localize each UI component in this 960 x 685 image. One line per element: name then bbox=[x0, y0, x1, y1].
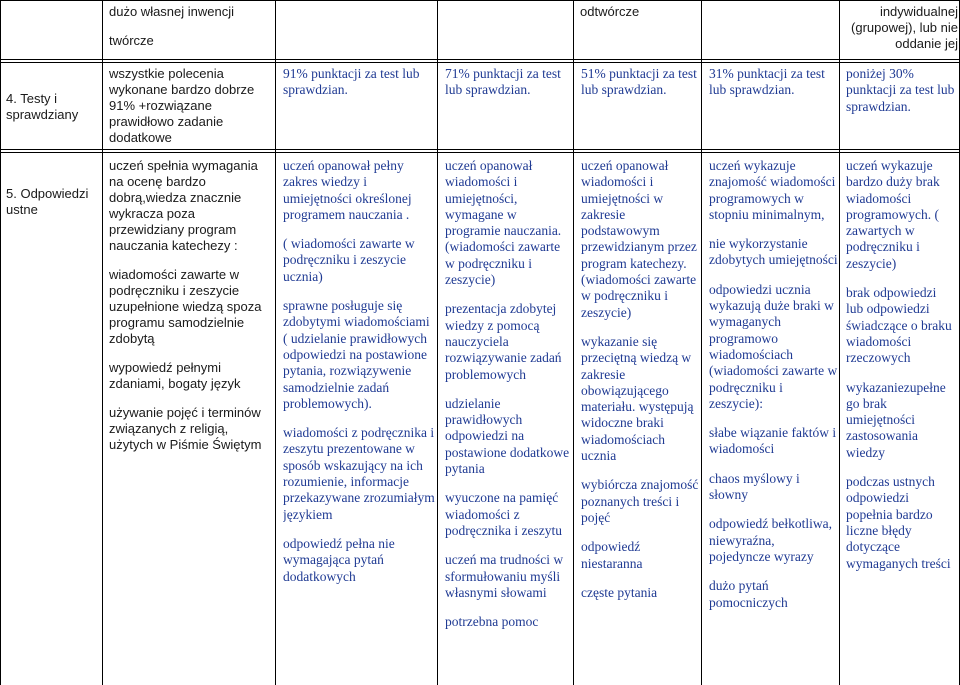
row4-col5 bbox=[581, 66, 699, 99]
row5-col6-para: słabe wiązanie faktów i wiadomości bbox=[709, 425, 837, 457]
row4-col4-text: 71% punktacji za test lub sprawdzian. bbox=[445, 66, 561, 98]
row5-col3-para: sprawne posługuje się zdobytymi wiadomościami ( udzielanie prawidłowych odpowiedzi na postawione pytania, rozwiązywenie samodzielnie zadań problemowych). bbox=[283, 298, 430, 411]
row5-col4-para: uczeń ma trudności w sformułowaniu myśli własnymi słowami bbox=[445, 552, 564, 600]
row5-col3-para: odpowiedź pełna nie wymagająca pytań dodatkowych bbox=[283, 535, 395, 584]
row5-col4-para: prezentacja zdobytej wiedzy z pomocą nauczyciela rozwiązywanie zadań problemowych bbox=[445, 301, 562, 382]
top-row-col2-line1: dużo własnej inwencji bbox=[109, 4, 235, 19]
row5-col6-para: uczeń wykazuje znajomość wiadomości programowych w stopniu minimalnym, bbox=[709, 158, 836, 222]
row5-col3 bbox=[283, 158, 435, 585]
row5-col2 bbox=[109, 158, 273, 453]
row5-col2-para: uczeń spełnia wymagania na ocenę bardzo dobrą,wiedza znacznie wykracza poza przewidziany program nauczania katechezy : bbox=[109, 158, 258, 253]
row5-col7 bbox=[846, 158, 956, 572]
row5-col6-para: odpowiedź bełkotliwa, niewyraźna, pojedyncze wyrazy bbox=[709, 516, 832, 564]
row5-col2-para: wypowiedź pełnymi zdaniami, bogaty język bbox=[109, 360, 241, 391]
row4-col6-text: 31% punktacji za test lub sprawdzian. bbox=[709, 66, 825, 98]
top-row-col2 bbox=[109, 4, 269, 49]
row4-col3 bbox=[283, 66, 433, 99]
row5-col6 bbox=[709, 158, 838, 611]
row5-col5-para: uczeń opanował wiadomości i umiejętności w zakresie podstawowym przewidzianym przez program katechezy. (wiadomości zawarte w podręczniku i zeszycie) bbox=[581, 158, 697, 320]
row5-col7-para: uczeń wykazuje bardzo duży brak wiadomości programowych. ( zawartych w podręczniku i zeszycie) bbox=[846, 158, 940, 271]
row4-col5-text: 51% punktacji za test lub sprawdzian. bbox=[581, 66, 697, 98]
row5-col2-para: używanie pojęć i terminów związanych z religią, użytych w Piśmie Świętym bbox=[109, 405, 262, 452]
row5-col5-para: wykazanie się przeciętną wiedzą w zakresie obowiązującego materiału. występują widoczne braki wiadomościach ucznia bbox=[581, 333, 694, 464]
row5-col6-para: dużo pytań pomocniczych bbox=[709, 578, 788, 610]
row4-col7-text: poniżej 30% punktacji za test lub sprawdzian. bbox=[846, 66, 955, 114]
row5-col2-para: wiadomości zawarte w podręczniku i zeszycie uzupełnione wiedzą spoza programu samodzielnie zdobytą bbox=[109, 267, 262, 346]
row4-col7 bbox=[846, 66, 956, 115]
row5-col3-para: uczeń opanował pełny zakres wiedzy i umiejętności określonej programem nauczania . bbox=[283, 158, 412, 222]
top-row-col5 bbox=[580, 4, 698, 20]
row4-col4 bbox=[445, 66, 570, 99]
row5-label bbox=[6, 186, 98, 218]
row5-col3-para: ( wiadomości zawarte w podręczniku i zeszycie ucznia) bbox=[283, 236, 415, 284]
row5-col7-para: brak odpowiedzi lub odpowiedzi świadczące o braku wiadomości rzeczowych bbox=[846, 285, 952, 366]
row5-col7-para: podczas ustnych odpowiedzi popełnia bardzo liczne błędy dotyczące wymaganych treści bbox=[846, 474, 951, 571]
row4-col3-text: 91% punktacji za test lub sprawdzian. bbox=[283, 66, 420, 98]
row5-col4-para: uczeń opanował wiadomości i umiejętności, wymagane w programie nauczania. (wiadomości zawarte w podręczniku i zeszycie) bbox=[445, 158, 562, 288]
top-row-col2-line2: twórcze bbox=[109, 33, 154, 48]
row5-col6-para: odpowiedzi ucznia wykazują duże braki w wymaganych programowo wiadomościach (wiadomości zawarte w podręczniku i zeszycie): bbox=[709, 281, 838, 411]
row5-col4 bbox=[445, 158, 572, 630]
row5-label-text: 5. Odpowiedzi ustne bbox=[6, 186, 89, 217]
row5-col5-para: odpowiedź niestaranna bbox=[581, 539, 643, 571]
row4-col2-text: wszystkie polecenia wykonane bardzo dobrze 91% +rozwiązane prawidłowo zadanie dodatkowe bbox=[109, 66, 255, 145]
row5-col3-para: wiadomości z podręcznika i zeszytu prezentowane w sposób wskazujący na ich rozumienie, informacje przekazywane zrozumiałym językiem bbox=[283, 425, 435, 522]
row5-col5 bbox=[581, 158, 700, 601]
row5-col4-para: udzielanie prawidłowych odpowiedzi na postawione dodatkowe pytania bbox=[445, 395, 570, 477]
row4-label bbox=[6, 91, 98, 123]
top-row-col8-text: indywidualnej (grupowej), lub nie oddanie jej bbox=[851, 4, 958, 51]
row4-col6 bbox=[709, 66, 837, 99]
row5-col6-para: nie wykorzystanie zdobytych umiejętności bbox=[709, 236, 838, 268]
row4-col2 bbox=[109, 66, 269, 146]
row5-col4-para: wyuczone na pamięć wiadomości z podręcznika i zeszytu bbox=[445, 490, 562, 538]
row5-col5-para: częste pytania bbox=[581, 584, 658, 600]
top-row-col8 bbox=[840, 4, 958, 52]
top-row-col5-text: odtwórcze bbox=[580, 4, 640, 19]
row5-col6-para: chaos myślowy i słowny bbox=[709, 470, 800, 503]
row5-col7-para: wykazaniezupełne go brak umiejętności zastosowania wiedzy bbox=[846, 379, 946, 460]
row4-label-text: 4. Testy i sprawdziany bbox=[6, 91, 79, 122]
row5-col4-para: potrzebna pomoc bbox=[445, 614, 539, 630]
row5-col5-para: wybiórcza znajomość poznanych treści i pojęć bbox=[581, 477, 699, 525]
